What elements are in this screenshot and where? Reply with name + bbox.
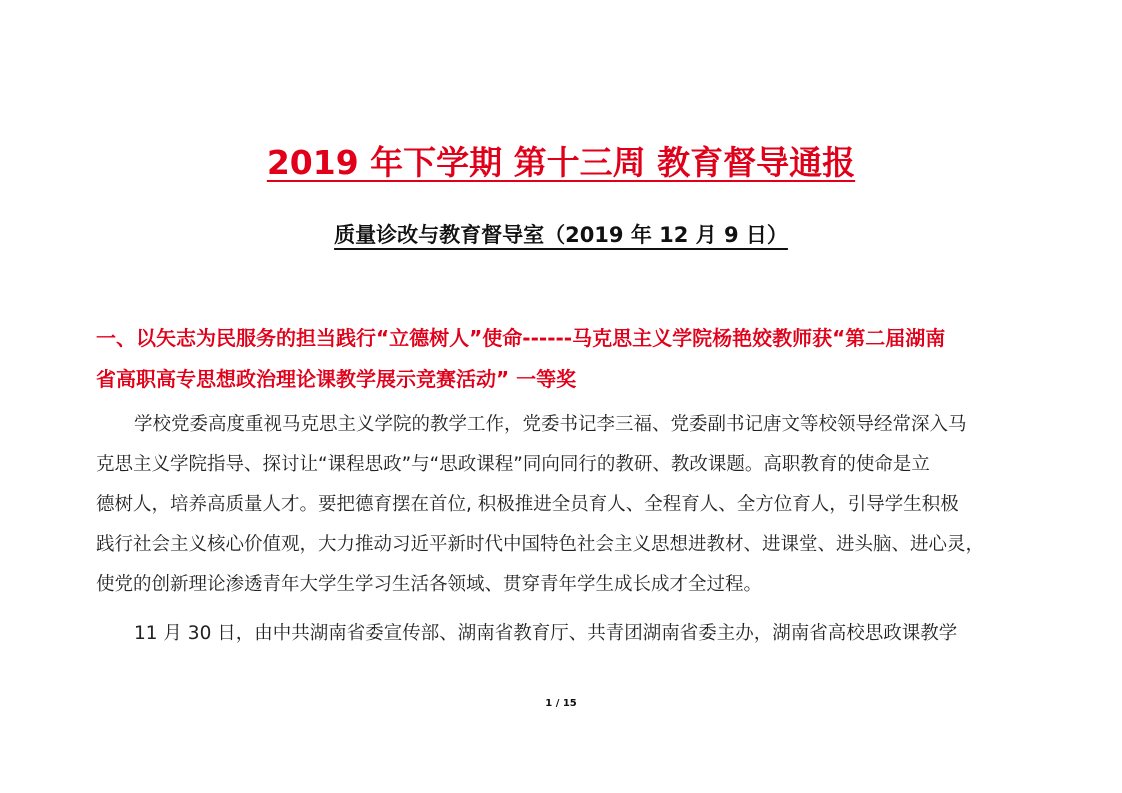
section-1-heading [96,318,1036,400]
document-subtitle [0,215,1122,255]
paragraph-1-line: 学校党委高度重视马克思主义学院的教学工作，党委书记李三福、党委副书记唐文等校领导经常深入马 [134,414,967,435]
paragraph-1-line: 践行社会主义核心价值观，大力推动习近平新时代中国特色社会主义思想进教材、进课堂、进头脑、进心灵， [96,534,985,555]
page-number: 1 / 15 [545,698,577,709]
paragraph-2 [96,614,1036,654]
section-1-heading-line: 省高职高专思想政治理论课教学展示竞赛活动” 一等奖 [96,367,577,391]
paragraph-2-line: 11 月 30 日，由中共湖南省委宣传部、湖南省教育厅、共青团湖南省委主办，湖南省高校思政课教学 [134,623,958,644]
section-1-heading-line: 一、以矢志为民服务的担当践行“立德树人”使命------马克思主义学院杨艳姣教师获“第二届湖南 [96,326,946,350]
paragraph-1-line: 德树人，培养高质量人才。要把德育摆在首位, 积极推进全员育人、全程育人、全方位育人，引导学生积极 [96,494,959,515]
document-title-text: 2019 年下学期 第十三周 教育督导通报 [266,143,856,182]
document-subtitle-text: 质量诊改与教育督导室（2019 年 12 月 9 日） [334,223,788,247]
paragraph-1-line: 使党的创新理论渗透青年大学生学习生活各领域、贯穿青年学生成长成才全过程。 [96,574,763,595]
paragraph-1-line: 克思主义学院指导、探讨让“课程思政”与“思政课程”同向同行的教研、教改课题。高职教育的使命是立 [96,454,930,475]
document-title [0,138,1122,188]
paragraph-1 [96,405,1036,605]
